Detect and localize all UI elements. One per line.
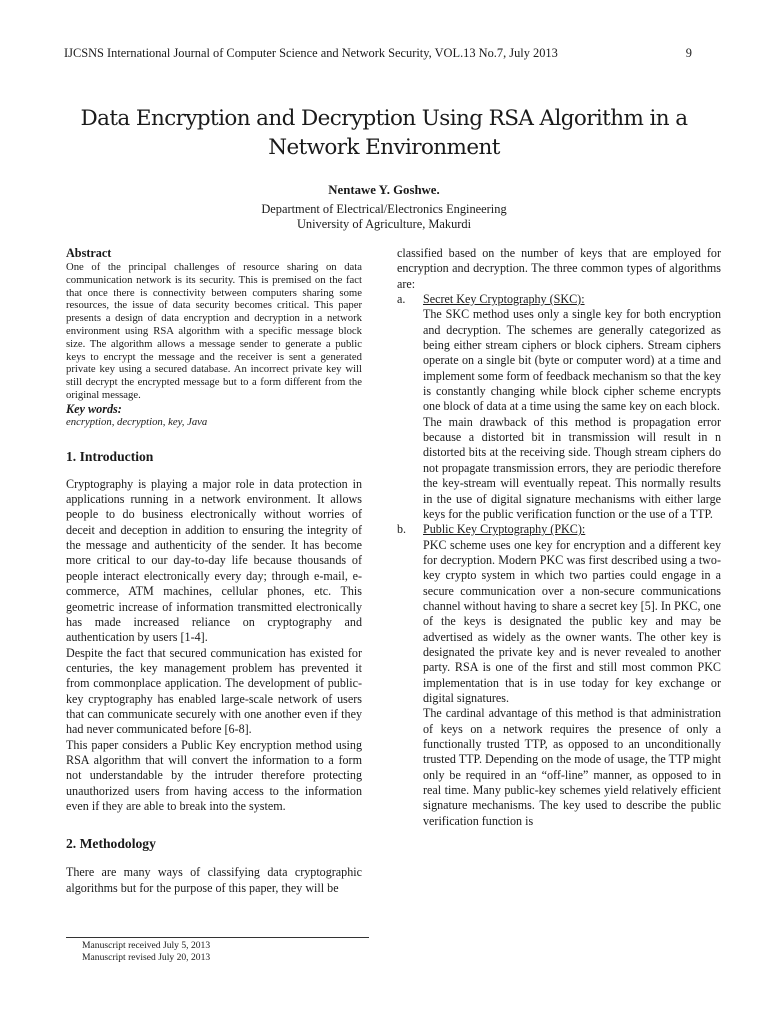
introduction-body <box>66 477 362 815</box>
list-item-heading: Public Key Cryptography (PKC): <box>423 522 586 537</box>
journal-citation: IJCSNS International Journal of Computer Science and Network Security, VOL.13 No.7, July 2013 <box>64 46 558 60</box>
methodology-paragraph: There are many ways of classifying data cryptographic algorithms but for the purpose of this paper, they will be <box>66 865 362 895</box>
author-department: Department of Electrical/Electronics Engineering <box>261 201 507 216</box>
introduction-paragraph: This paper considers a Public Key encryption method using RSA algorithm that will convert the information to a form not understandable by the intruder therefore protecting unauthorized users from having access to the information even if they are able to break into the system. <box>66 737 362 813</box>
list-marker: b. <box>397 522 407 537</box>
paper-title <box>60 104 708 162</box>
section-heading-introduction: 1. Introduction <box>66 448 154 464</box>
right-column <box>397 246 721 829</box>
author-block <box>0 183 768 233</box>
keywords-text: encryption, decryption, key, Java <box>66 415 208 428</box>
manuscript-received: Manuscript received July 5, 2013 <box>82 940 211 951</box>
left-column <box>66 246 362 896</box>
list-item-heading: Secret Key Cryptography (SKC): <box>423 292 585 307</box>
abstract-text: One of the principal challenges of resource sharing on data communication network is its security. This is premised on the fact that once there is connectivity between computers sharing some resources, the issue of data security becomes critical. This paper presents a design of data encryption and decryption in a network environment using RSA algorithm with a specific message block size. The algorithm allows a message sender to generate a public keys to encrypt the message and the receiver is sent a generated private key using a secured database. An incorrect private key will still decrypt the encrypted message but to a form different from the original message. <box>66 261 362 401</box>
manuscript-revised: Manuscript revised July 20, 2013 <box>82 951 211 963</box>
list-item-paragraph: The main drawback of this method is propagation error because a distorted bit in transmission will result in n distorted bits at the receiving side. Though stream ciphers do not propagate transmission errors, they are periodic therefore the key-stream will eventually repeat. This normally results in the use of digital signature mechanisms with either large keys for the public verification function or the use of a TTP. <box>423 414 721 521</box>
introduction-paragraph: Cryptography is playing a major role in data protection in applications running in a network environment. It allows people to do business electronically without worries of deceit and deception in addition to ensuring the integrity of the message and authenticity of the sender. It has become more critical to our day-to-day life because thousands of people interact electronically every day; through e-mail, e-commerce, ATM machines, cellular phones, etc. This geometric increase of information transmitted electronically has made increased reliance on cryptography and authentication by users [1-4]. <box>66 476 362 645</box>
author-university: University of Agriculture, Makurdi <box>296 217 472 231</box>
page-number: 9 <box>685 46 692 60</box>
list-item-paragraph: The cardinal advantage of this method is that administration of keys on a network requires the presence of only a functionally trusted TTP, as opposed to an unconditionally trusted TTP. Depending on the mode of usage, the TTP might only be required in an “off-line” manner, as opposed to in real time. Many public-key schemes yield relatively efficient signature mechanisms. The key used to describe the public verification function is <box>423 706 721 828</box>
section-heading-methodology: 2. Methodology <box>66 836 156 852</box>
running-header <box>64 46 692 61</box>
author-name: Nentawe Y. Goshwe. <box>328 183 440 197</box>
footnote <box>82 940 210 963</box>
list-item-skc <box>397 292 721 522</box>
right-column-intro: classified based on the number of keys that are employed for encryption and decryption. The three common types of algorithms are: <box>397 246 721 291</box>
list-marker: a. <box>397 292 406 307</box>
list-item-body <box>423 292 721 522</box>
methodology-body <box>66 865 362 896</box>
list-item-paragraph: The SKC method uses only a single key for both encryption and decryption. The schemes are generally categorized as being either stream ciphers or block ciphers. Stream ciphers operate on a single bit (byte or computer word) at a time and implement some form of feedback mechanism so that the key is constantly changing while block cipher scheme encrypts one block of data at a time using the same key on each block. <box>423 307 721 414</box>
title-line-1: Data Encryption and Decryption Using RSA Algorithm in a <box>80 106 688 131</box>
list-item-paragraph: PKC scheme uses one key for encryption and a different key for decryption. Modern PKC was first described using a two-key crypto system in which two parties could engage in a secure communication over a non-secure communications channel without having to share a secret key [5]. In PKC, one of the keys is designated the public key and may be advertised as widely as the owner wants. The other key is designated the private key and is never revealed to another party. RSA is one of the first and still most common PKC implementation that is in use today for key exchange or digital signatures. <box>423 537 721 705</box>
introduction-paragraph: Despite the fact that secured communication has existed for centuries, the key management problem has prevented it from commonplace application. The development of public-key cryptography has enabled large-scale network of users that can communicate securely with one another even if they had never communicated before [6-8]. <box>66 645 362 737</box>
abstract-heading: Abstract <box>66 246 112 260</box>
footnote-divider <box>66 937 369 938</box>
list-item-body <box>423 522 721 829</box>
list-item-pkc <box>397 522 721 829</box>
keywords-heading: Key words: <box>66 401 122 416</box>
title-line-2: Network Environment <box>268 135 500 160</box>
